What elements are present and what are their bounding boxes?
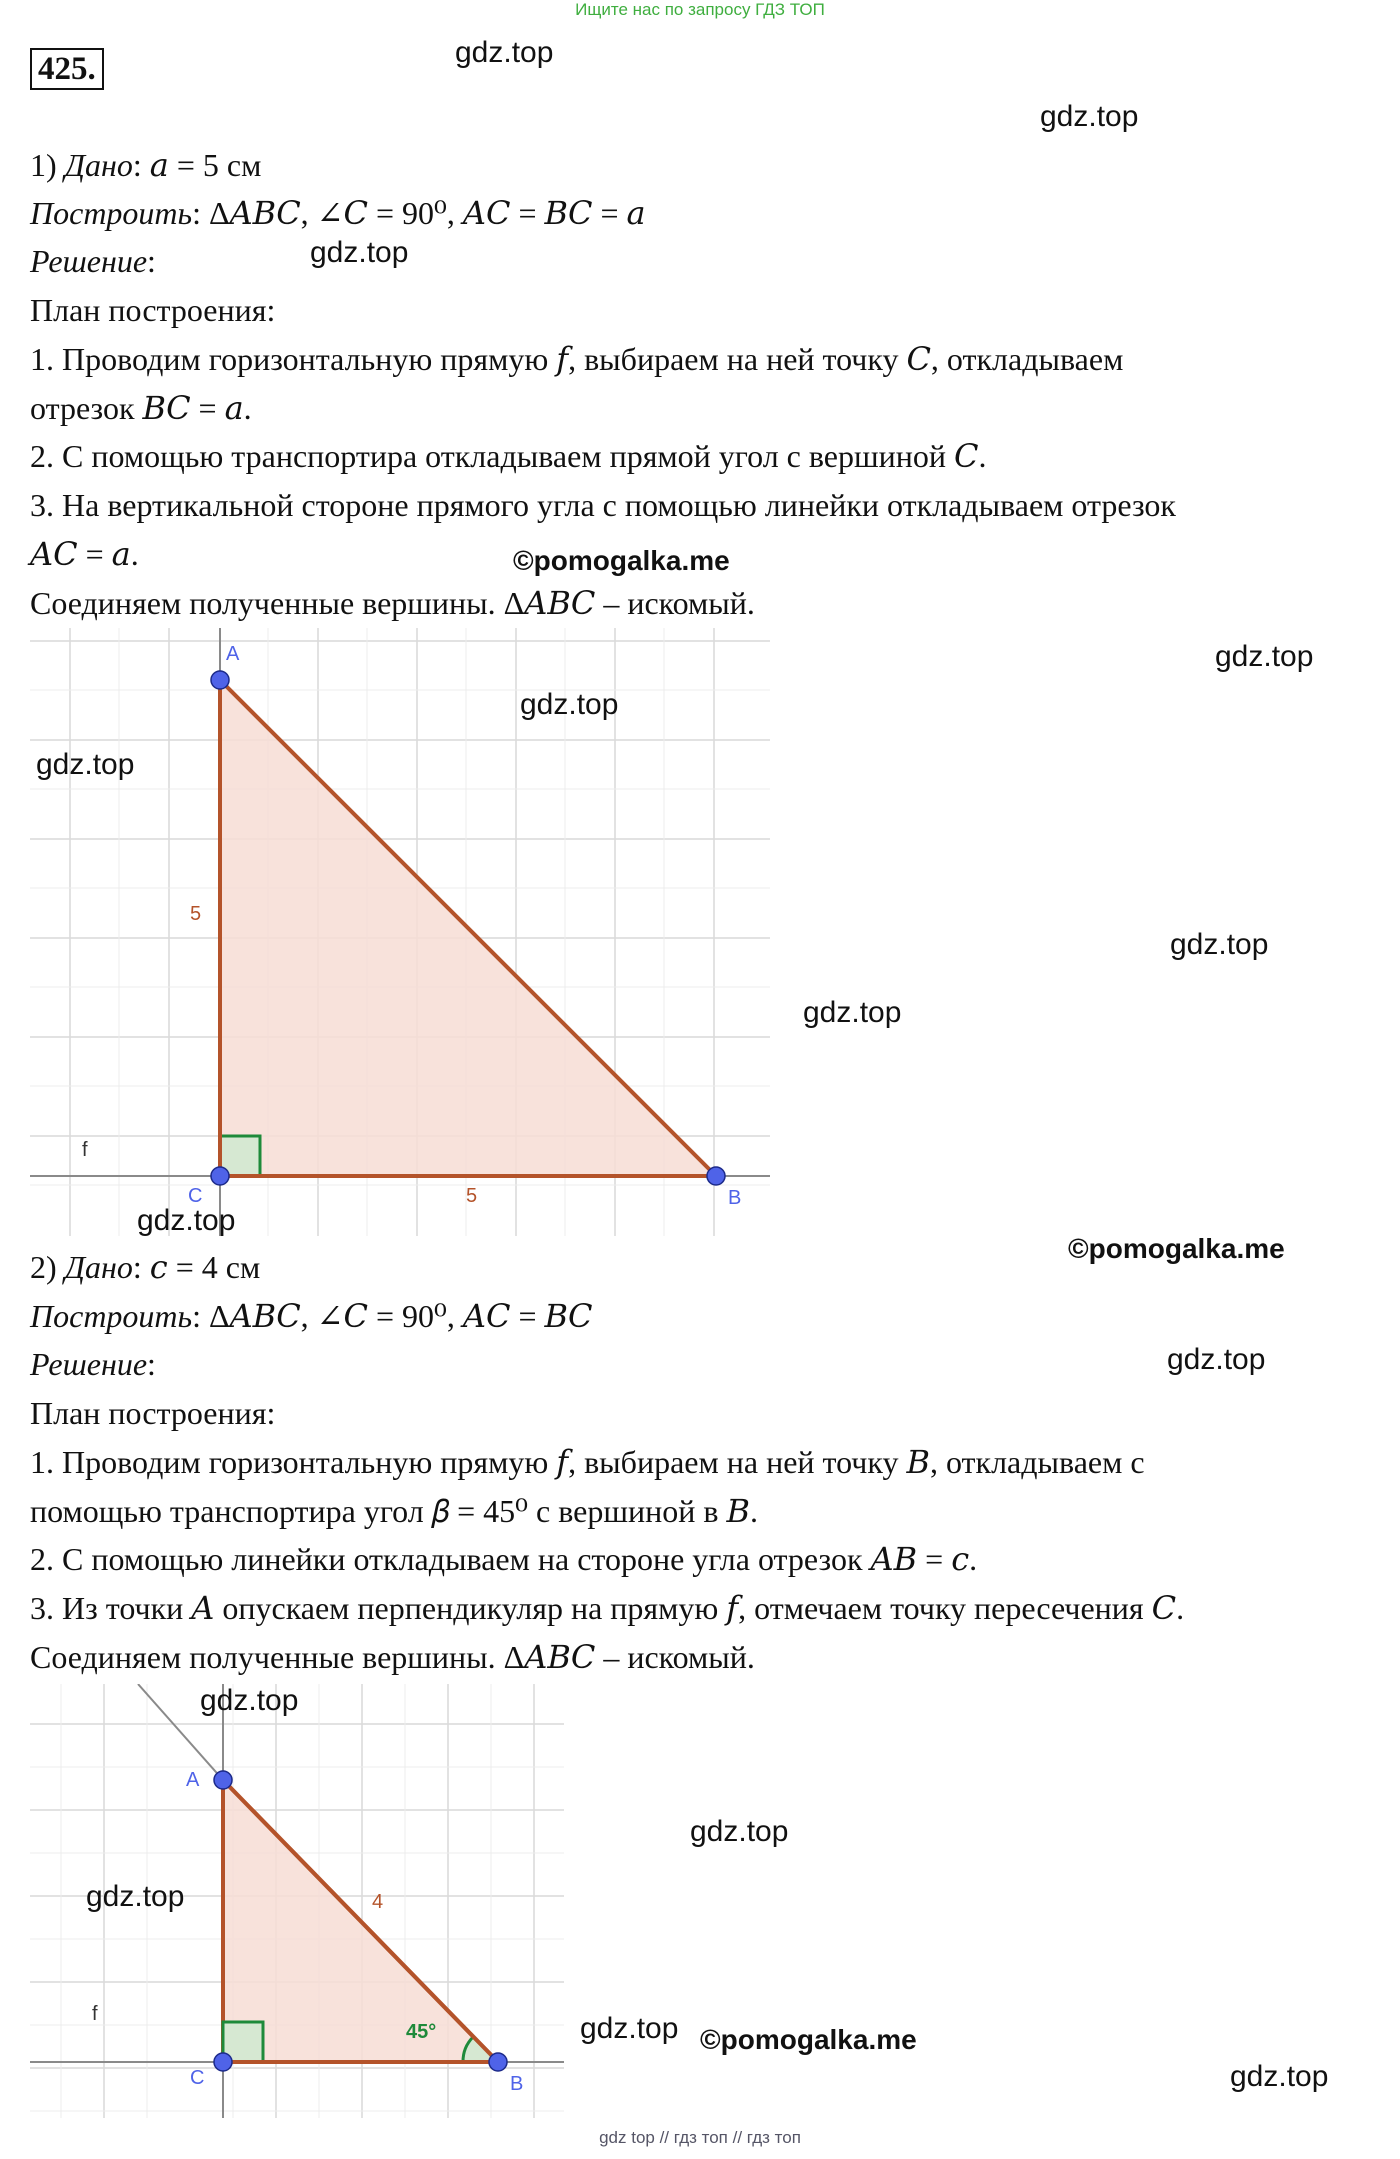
part1-step: 2. С помощью транспортира откладываем прямой угол с вершиной 𝐶. xyxy=(30,438,987,474)
watermark-gdz: gdz.top xyxy=(137,1204,236,1237)
part2-given-value: : 𝑐 = 4 см xyxy=(132,1249,261,1285)
watermark-gdz: gdz.top xyxy=(310,236,409,269)
watermark-gdz: gdz.top xyxy=(580,2012,679,2045)
part2-solution xyxy=(30,1345,156,1383)
watermark-gdz: gdz.top xyxy=(1230,2060,1329,2093)
part2-step: помощью транспортира угол 𝛽 = 45⁰ с вершиной в 𝐵. xyxy=(30,1493,758,1529)
figure-1-label-b: B xyxy=(728,1187,742,1209)
part1-step: отрезок 𝐵𝐶 = 𝑎. xyxy=(30,390,252,426)
figure-1-point-c xyxy=(211,1167,229,1185)
figure-1-label-ac: 5 xyxy=(190,903,202,925)
part1-solution xyxy=(30,242,156,280)
watermark-gdz: gdz.top xyxy=(1215,640,1314,673)
watermark-pomogalka: ©pomogalka.me xyxy=(513,545,730,576)
top-banner[interactable]: Ищите нас по запросу ГДЗ ТОП xyxy=(575,0,825,19)
figure-1-point-a xyxy=(211,671,229,689)
part2-construct-value: : Δ𝐴𝐵𝐶, ∠𝐶 = 90⁰, 𝐴𝐶 = 𝐵𝐶 xyxy=(192,1298,593,1334)
figure-1-triangle xyxy=(220,680,716,1176)
watermark-pomogalka: ©pomogalka.me xyxy=(700,2024,917,2055)
figure-2-label-angle: 45° xyxy=(406,2021,437,2043)
figure-1-point-b xyxy=(707,1167,725,1185)
part2-plan-title: План построения: xyxy=(30,1395,276,1431)
part1-solution-label: Решение xyxy=(30,243,148,279)
watermark-gdz: gdz.top xyxy=(1040,100,1139,133)
part1-given xyxy=(30,146,261,184)
watermark-gdz: gdz.top xyxy=(803,996,902,1029)
watermark-gdz: gdz.top xyxy=(200,1684,299,1717)
part1-step: 3. На вертикальной стороне прямого угла с помощью линейки откладываем отрезок xyxy=(30,487,1176,523)
part1-plan-title: План построения: xyxy=(30,292,276,328)
watermark-pomogalka: ©pomogalka.me xyxy=(1068,1233,1285,1264)
watermark-gdz: gdz.top xyxy=(86,1880,185,1913)
figure-1-label-c: C xyxy=(188,1185,203,1207)
part2-solution-label: Решение xyxy=(30,1346,148,1382)
part1-solution-colon: : xyxy=(147,243,156,279)
part1-given-value: : 𝑎 = 5 см xyxy=(132,147,262,183)
part2-given-num: 2) xyxy=(30,1249,65,1285)
part2-given xyxy=(30,1248,260,1286)
figure-2-label-f: f xyxy=(92,2003,98,2025)
figure-2-point-c xyxy=(214,2053,232,2071)
watermark-gdz: gdz.top xyxy=(1167,1343,1266,1376)
part1-given-num: 1) xyxy=(30,147,65,183)
figure-1-label-f: f xyxy=(82,1139,88,1161)
problem-number: 425. xyxy=(30,48,104,90)
part1-construct xyxy=(30,194,646,232)
part1-step: 𝐴𝐶 = 𝑎. xyxy=(30,536,139,572)
figure-1-label-bc: 5 xyxy=(466,1185,478,1207)
figure-2-point-a xyxy=(214,1771,232,1789)
figure-2-label-b: B xyxy=(510,2073,524,2095)
watermark-gdz: gdz.top xyxy=(455,36,554,69)
figure-1-label-a: A xyxy=(226,643,240,665)
watermark-gdz: gdz.top xyxy=(690,1815,789,1848)
figure-2-label-ab: 4 xyxy=(372,1891,384,1913)
figure-1 xyxy=(30,628,770,1236)
part2-step: 3. Из точки 𝐴 опускаем перпендикуляр на прямую 𝑓, отмечаем точку пересечения 𝐶. xyxy=(30,1590,1185,1626)
part2-step: 2. С помощью линейки откладываем на стороне угла отрезок 𝐴𝐵 = 𝑐. xyxy=(30,1541,978,1577)
part1-step: 1. Проводим горизонтальную прямую 𝑓, выбираем на ней точку 𝐶, откладываем xyxy=(30,341,1124,377)
part2-construct-label: Построить xyxy=(30,1298,193,1334)
watermark-gdz: gdz.top xyxy=(36,748,135,781)
part2-step: 1. Проводим горизонтальную прямую 𝑓, выбираем на ней точку 𝐵, откладываем с xyxy=(30,1444,1145,1480)
part2-solution-colon: : xyxy=(147,1346,156,1382)
figure-2-point-b xyxy=(489,2053,507,2071)
part1-given-label: Дано xyxy=(64,147,133,183)
figure-2-label-c: C xyxy=(190,2067,205,2089)
bottom-banner[interactable]: gdz top // гдз топ // гдз топ xyxy=(599,2128,801,2147)
part2-given-label: Дано xyxy=(64,1249,133,1285)
part1-step: Соединяем полученные вершины. Δ𝐴𝐵𝐶 – искомый. xyxy=(30,585,755,621)
figure-2-label-a: A xyxy=(186,1769,200,1791)
watermark-gdz: gdz.top xyxy=(520,688,619,721)
part1-construct-value: : Δ𝐴𝐵𝐶, ∠𝐶 = 90⁰, 𝐴𝐶 = 𝐵𝐶 = 𝑎 xyxy=(192,195,646,231)
part2-construct xyxy=(30,1297,592,1335)
watermark-gdz: gdz.top xyxy=(1170,928,1269,961)
part2-step: Соединяем полученные вершины. Δ𝐴𝐵𝐶 – искомый. xyxy=(30,1639,755,1675)
part1-construct-label: Построить xyxy=(30,195,193,231)
